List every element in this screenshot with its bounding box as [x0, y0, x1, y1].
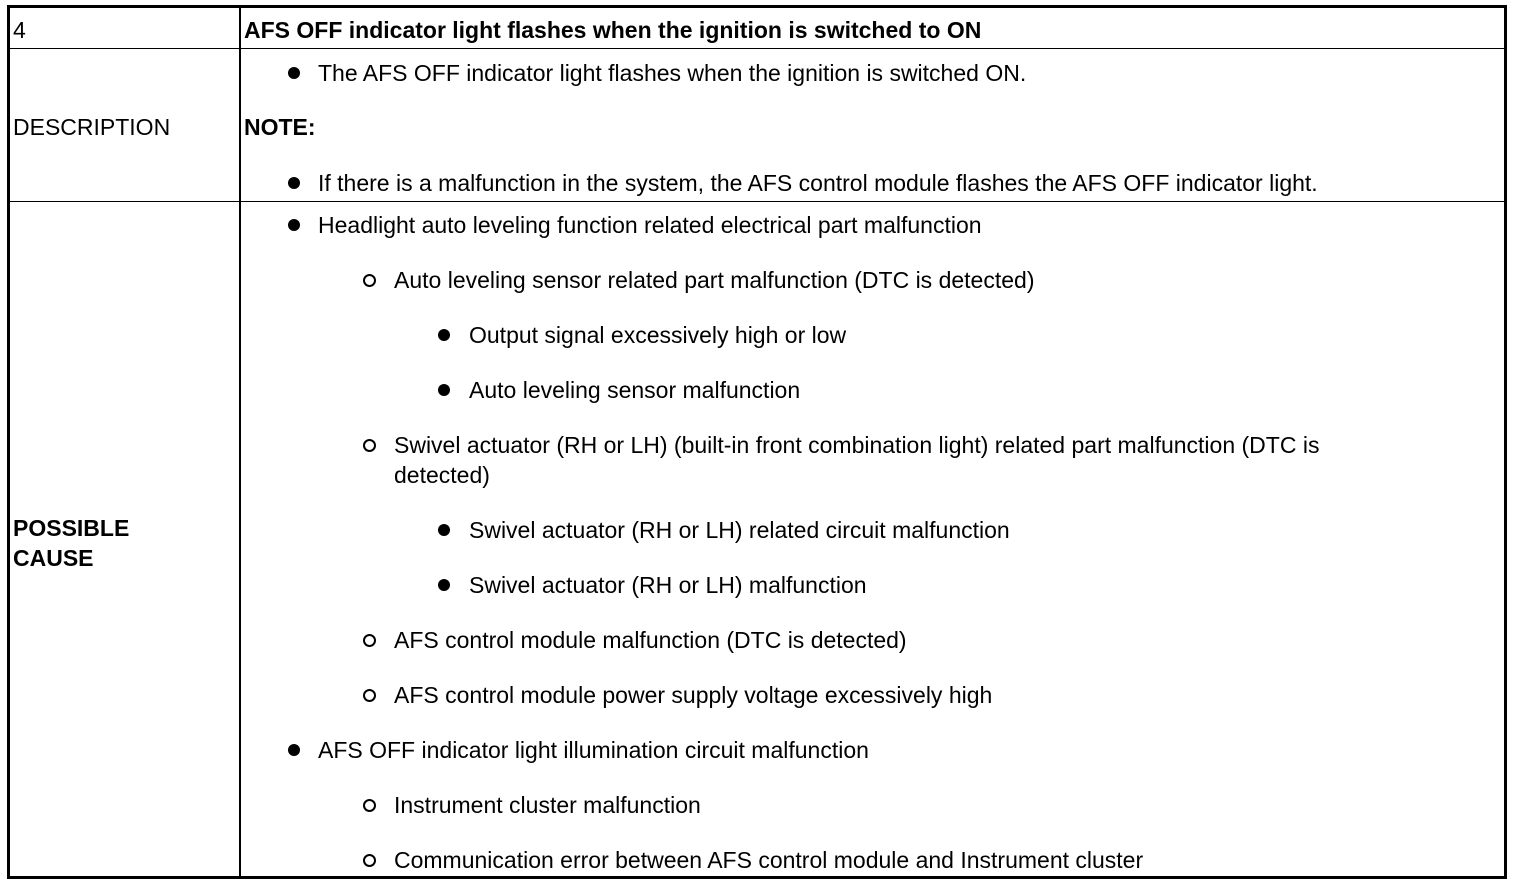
- diagnostic-table: [7, 5, 1507, 879]
- note-label: NOTE:: [244, 114, 316, 140]
- sub-bullet-icon: [363, 799, 376, 812]
- bullet-icon: [438, 329, 450, 341]
- cause-item-continuation: detected): [394, 462, 490, 488]
- cause-item: Output signal excessively high or low: [469, 322, 847, 348]
- row-divider-header: [10, 48, 1504, 49]
- description-bullet-2: If there is a malfunction in the system, the AFS control module flashes the AFS OFF indicator light.: [318, 170, 1318, 196]
- bullet-icon: [288, 219, 300, 231]
- sub-bullet-icon: [363, 689, 376, 702]
- cause-item: Auto leveling sensor related part malfunction (DTC is detected): [394, 267, 1035, 293]
- cause-item: Swivel actuator (RH or LH) related circuit malfunction: [469, 517, 1010, 543]
- step-number: 4: [13, 17, 26, 43]
- cause-item: AFS control module malfunction (DTC is detected): [394, 627, 907, 653]
- possible-cause-label-line1: POSSIBLE: [13, 515, 130, 541]
- cause-item: AFS control module power supply voltage excessively high: [394, 682, 993, 708]
- sub-bullet-icon: [363, 854, 376, 867]
- description-label: DESCRIPTION: [13, 114, 171, 140]
- cause-item: AFS OFF indicator light illumination circuit malfunction: [318, 737, 869, 763]
- column-divider: [239, 8, 241, 876]
- bullet-icon: [288, 177, 300, 189]
- cause-item: Swivel actuator (RH or LH) (built-in front combination light) related part malfunction (DTC is: [394, 432, 1320, 458]
- sub-bullet-icon: [363, 274, 376, 287]
- cause-item: Headlight auto leveling function related electrical part malfunction: [318, 212, 982, 238]
- bullet-icon: [438, 524, 450, 536]
- sub-bullet-icon: [363, 439, 376, 452]
- sub-bullet-icon: [363, 634, 376, 647]
- description-bullet-1: The AFS OFF indicator light flashes when the ignition is switched ON.: [318, 60, 1027, 86]
- cause-item: Instrument cluster malfunction: [394, 792, 701, 818]
- bullet-icon: [438, 384, 450, 396]
- possible-cause-label-line2: CAUSE: [13, 545, 94, 571]
- cause-item: Auto leveling sensor malfunction: [469, 377, 801, 403]
- cause-item: Communication error between AFS control module and Instrument cluster: [394, 847, 1144, 873]
- bullet-icon: [288, 67, 300, 79]
- row-divider-description: [10, 201, 1504, 202]
- step-title: AFS OFF indicator light flashes when the ignition is switched to ON: [244, 17, 982, 43]
- bullet-icon: [288, 744, 300, 756]
- bullet-icon: [438, 579, 450, 591]
- cause-item: Swivel actuator (RH or LH) malfunction: [469, 572, 867, 598]
